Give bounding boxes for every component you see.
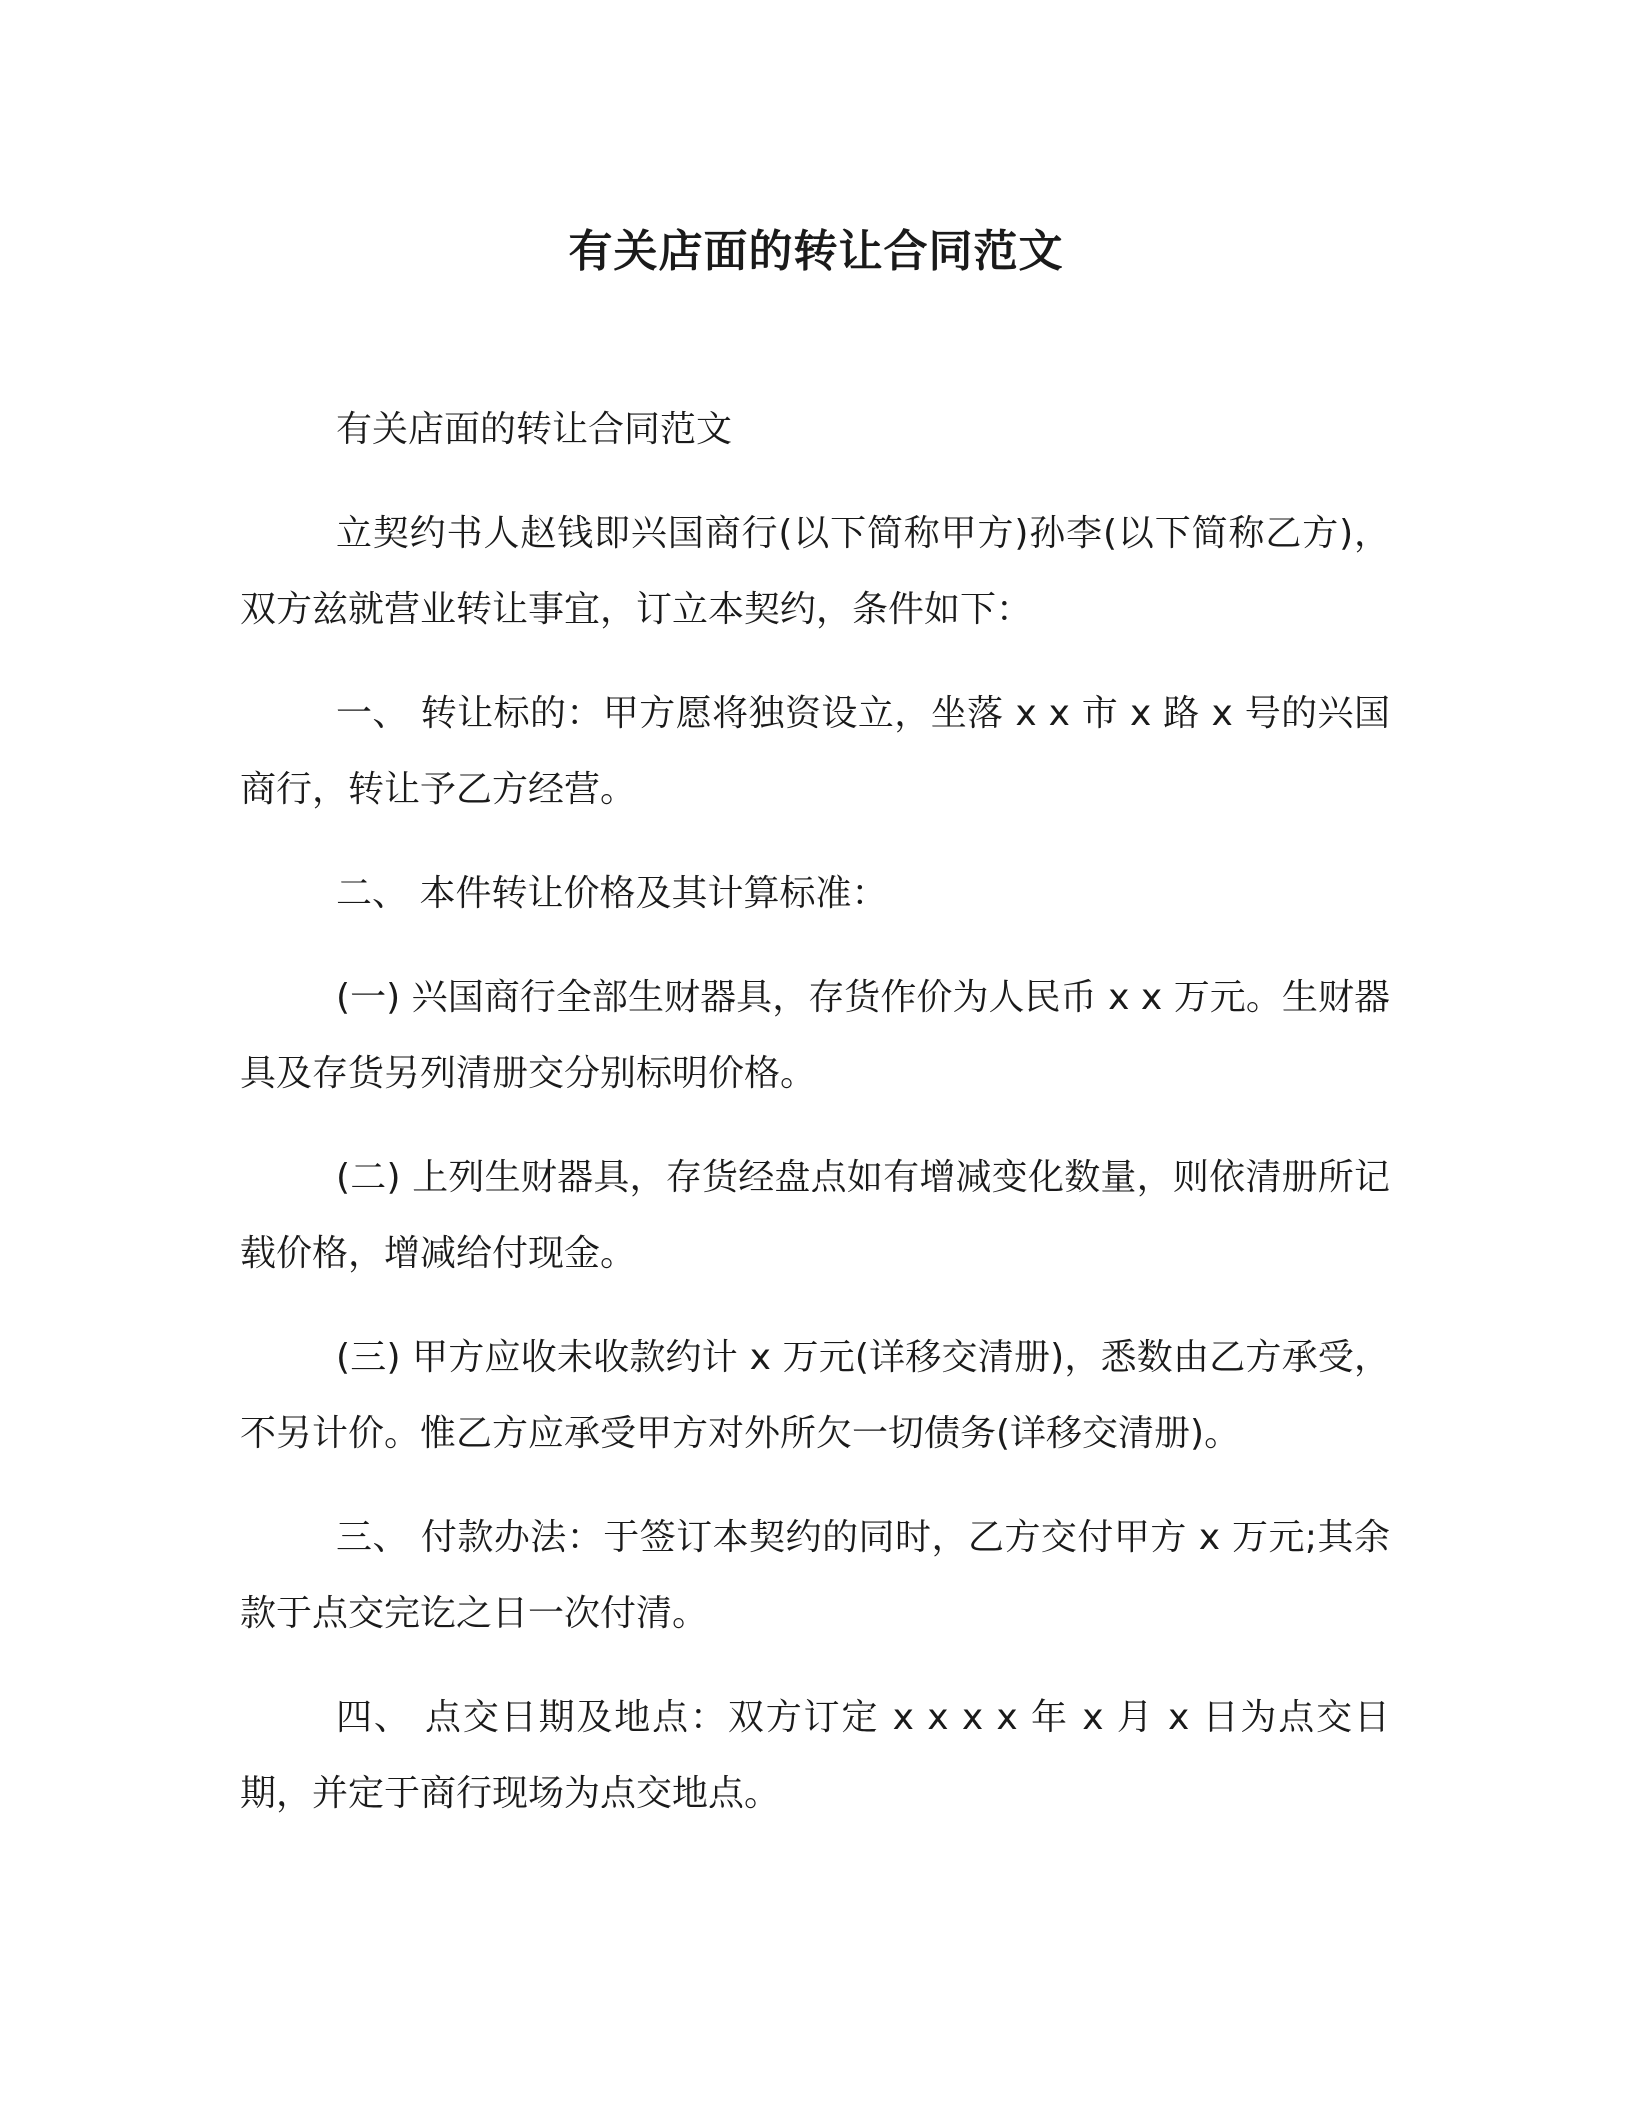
paragraph-clause-2-item-1: (一) 兴国商行全部生财器具，存货作价为人民币 x x 万元。生财器具及存货另列清册交分别标明价格。 <box>240 977 1390 1094</box>
paragraph-clause-2-item-2: (二) 上列生财器具，存货经盘点如有增减变化数量，则依清册所记载价格，增减给付现金。 <box>240 1157 1390 1274</box>
paragraph-clause-3: 三、 付款办法：于签订本契约的同时，乙方交付甲方 x 万元;其余款于点交完讫之日一次付清。 <box>240 1517 1390 1634</box>
paragraph-parties: 立契约书人赵钱即兴国商行(以下简称甲方)孙李(以下简称乙方)，双方兹就营业转让事宜，订立本契约，条件如下： <box>240 513 1390 630</box>
paragraph-clause-4: 四、 点交日期及地点：双方订定 x x x x 年 x 月 x 日为点交日期，并定于商行现场为点交地点。 <box>240 1697 1390 1814</box>
document-title: 有关店面的转让合同范文 <box>568 226 1064 277</box>
paragraph-clause-1: 一、 转让标的：甲方愿将独资设立，坐落 x x 市 x 路 x 号的兴国商行，转让予乙方经营。 <box>240 693 1390 810</box>
document-body <box>240 392 1390 1860</box>
paragraph-clause-2: 二、 本件转让价格及其计算标准： <box>336 873 888 914</box>
paragraph-clause-2-item-3: (三) 甲方应收未收款约计 x 万元(详移交清册)，悉数由乙方承受，不另计价。惟乙方应承受甲方对外所欠一切债务(详移交清册)。 <box>240 1337 1390 1454</box>
paragraph-subtitle: 有关店面的转让合同范文 <box>336 409 733 450</box>
